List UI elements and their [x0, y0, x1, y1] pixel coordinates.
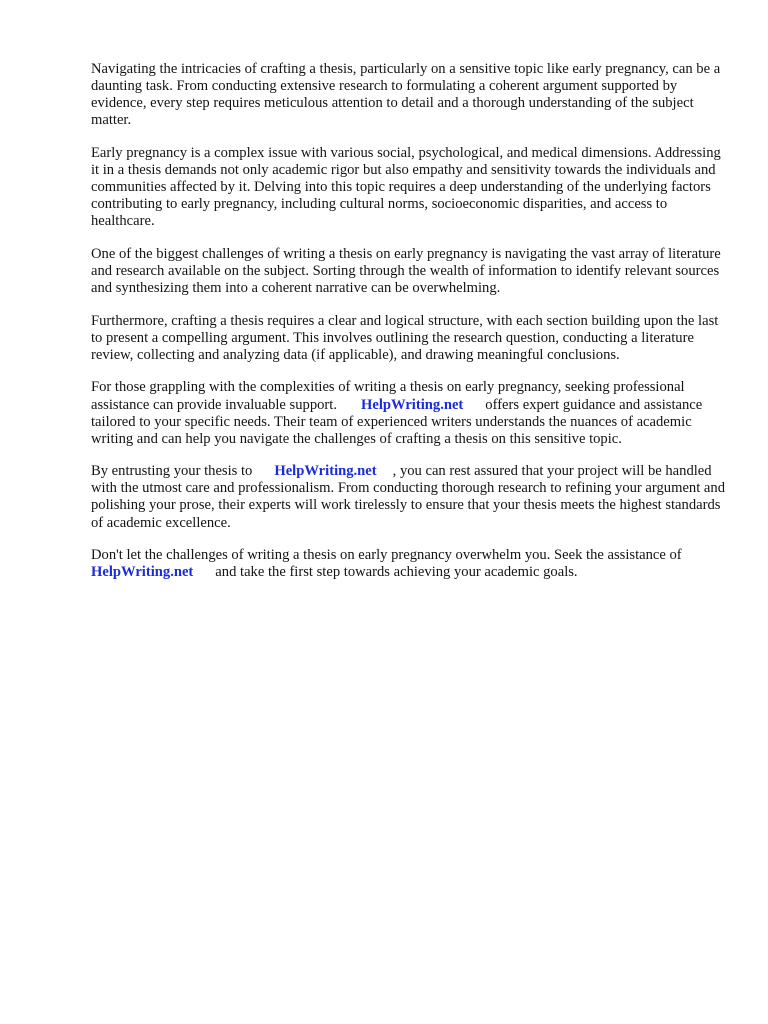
paragraph-structure: Furthermore, crafting a thesis requires a clear and logical structure, with each section building upon the last to present a compelling argument. This involves outlining the research question, conducting a literature review, collecting and analyzing data (if applicable), and drawing meaningful conclusions.: [91, 312, 719, 363]
paragraph-intro: Navigating the intricacies of crafting a thesis, particularly on a sensitive topic like early pregnancy, can be a daunting task. From conducting extensive research to formulating a coherent argument supported by evidence, every step requires meticulous attention to detail and a thorough understanding of the subject matter.: [91, 61, 721, 129]
paragraph-assistance-text-after: offers expert guidance and assistance tailored to your specific needs. Their team of experienced writers understands the nuances of academic writing and can help you navigate the challenges of crafting a thesis on this sensitive topic.: [91, 396, 703, 447]
paragraph-assistance-text-before: For those grappling with the complexities of writing a thesis on early pregnancy, seeking professional assistance can provide invaluable support.: [91, 379, 685, 413]
paragraph-entrusting-text-before: By entrusting your thesis to: [91, 463, 253, 480]
paragraph-dimensions: Early pregnancy is a complex issue with various social, psychological, and medical dimensions. Addressing it in a thesis demands not only academic rigor but also empathy and sensitivity towards the individuals and communities affected by it. Delving into this topic requires a deep understanding of the underlying factors contributing to early pregnancy, including cultural norms, socioeconomic disparities, and access to healthcare.: [91, 144, 721, 230]
paragraph-closing: [91, 547, 731, 581]
helpwriting-link[interactable]: HelpWriting.net: [361, 396, 464, 413]
helpwriting-link[interactable]: HelpWriting.net: [91, 564, 194, 581]
paragraph-closing-text-after: and take the first step towards achieving your academic goals.: [215, 564, 578, 581]
paragraph-assistance: [91, 379, 731, 447]
paragraph-entrusting: [91, 463, 731, 531]
paragraph-closing-text-before: Don't let the challenges of writing a thesis on early pregnancy overwhelm you. Seek the assistance of: [91, 547, 682, 564]
document-body: [91, 61, 731, 597]
paragraph-challenges: One of the biggest challenges of writing a thesis on early pregnancy is navigating the vast array of literature and research available on the subject. Sorting through the wealth of information to identify relevant sources and synthesizing them into a coherent narrative can be overwhelming.: [91, 245, 721, 297]
helpwriting-link[interactable]: HelpWriting.net: [274, 463, 377, 480]
paragraph-entrusting-text-after: , you can rest assured that your project will be handled with the utmost care and professionalism. From conducting thorough research to refining your argument and polishing your prose, their experts will work tirelessly to ensure that your thesis meets the highest standards of academic excellence.: [91, 463, 726, 531]
